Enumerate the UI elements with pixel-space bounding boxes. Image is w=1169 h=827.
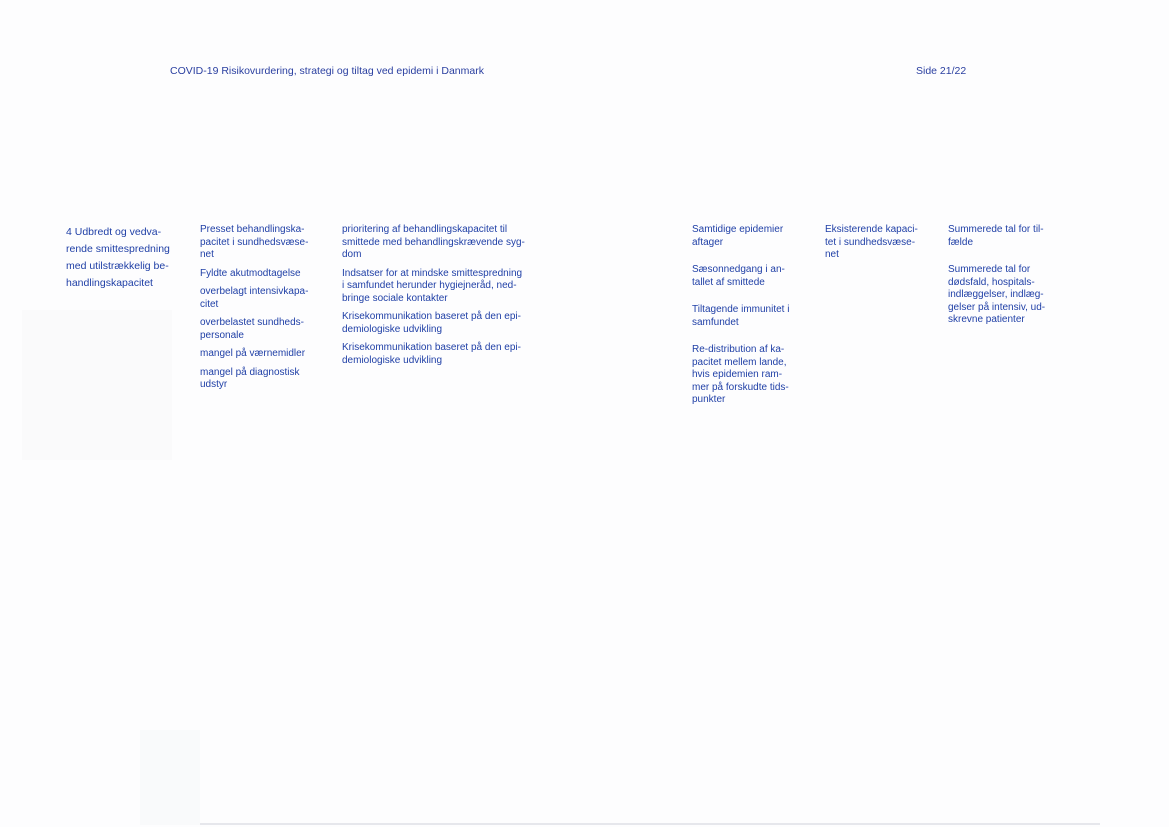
document-title: COVID-19 Risikovurdering, strategi og tiltag ved epidemi i Danmark — [170, 65, 484, 77]
stage-label: 4 Udbredt og vedva- rende smittespredning med utilstrækkelig be- handlingskapacitet — [66, 226, 170, 289]
indicator-item: Re-distribution af ka- pacitet mellem lande, hvis epidemien ram- mer på forskudte tids- punkter — [692, 344, 789, 405]
indicator-item: Samtidige epidemier aftager — [692, 224, 784, 248]
scan-artifact — [200, 823, 1100, 825]
consequence-item: overbelagt intensivkapa- citet — [200, 286, 309, 310]
consequences-column — [200, 224, 330, 398]
indicator-item: Tiltagende immunitet i samfundet — [692, 304, 790, 328]
action-item: Indsatser for at mindske smittespredning i samfundet herunder hygiejneråd, ned- bringe sociale kontakter — [342, 267, 523, 304]
consequence-item: Fyldte akutmodtagelse — [200, 267, 301, 279]
numbers-item: Summerede tal for til- fælde — [948, 224, 1044, 248]
capacity-item: Eksisterende kapaci- tet i sundhedsvæse- net — [825, 224, 918, 260]
consequence-item: mangel på diagnostisk udstyr — [200, 366, 300, 390]
consequence-item: mangel på værnemidler — [200, 348, 306, 359]
action-item: prioritering af behandlingskapacitet til smittede med behandlingskrævende syg- dom — [342, 224, 525, 260]
action-item: Krisekommunikation baseret på den epi- demiologiske udvikling — [342, 311, 521, 335]
stage-column — [66, 224, 186, 292]
consequence-item: overbelastet sundheds- personale — [200, 317, 304, 341]
scan-artifact — [140, 730, 200, 825]
numbers-column — [948, 224, 1068, 342]
indicators-column — [692, 224, 812, 422]
page-number: Side 21/22 — [916, 65, 967, 77]
indicator-item: Sæsonnedgang i an- tallet af smittede — [692, 264, 785, 288]
action-item: Krisekommunikation baseret på den epi- demiologiske udvikling — [342, 342, 521, 366]
capacity-column — [825, 224, 935, 262]
actions-column — [342, 224, 552, 373]
consequence-item: Presset behandlingska- pacitet i sundhedsvæse- net — [200, 224, 309, 260]
scan-artifact — [22, 310, 172, 460]
numbers-item: Summerede tal for dødsfald, hospitals- indlæggelser, indlæg- gelser på intensiv, ud- skrevne patienter — [948, 264, 1046, 325]
